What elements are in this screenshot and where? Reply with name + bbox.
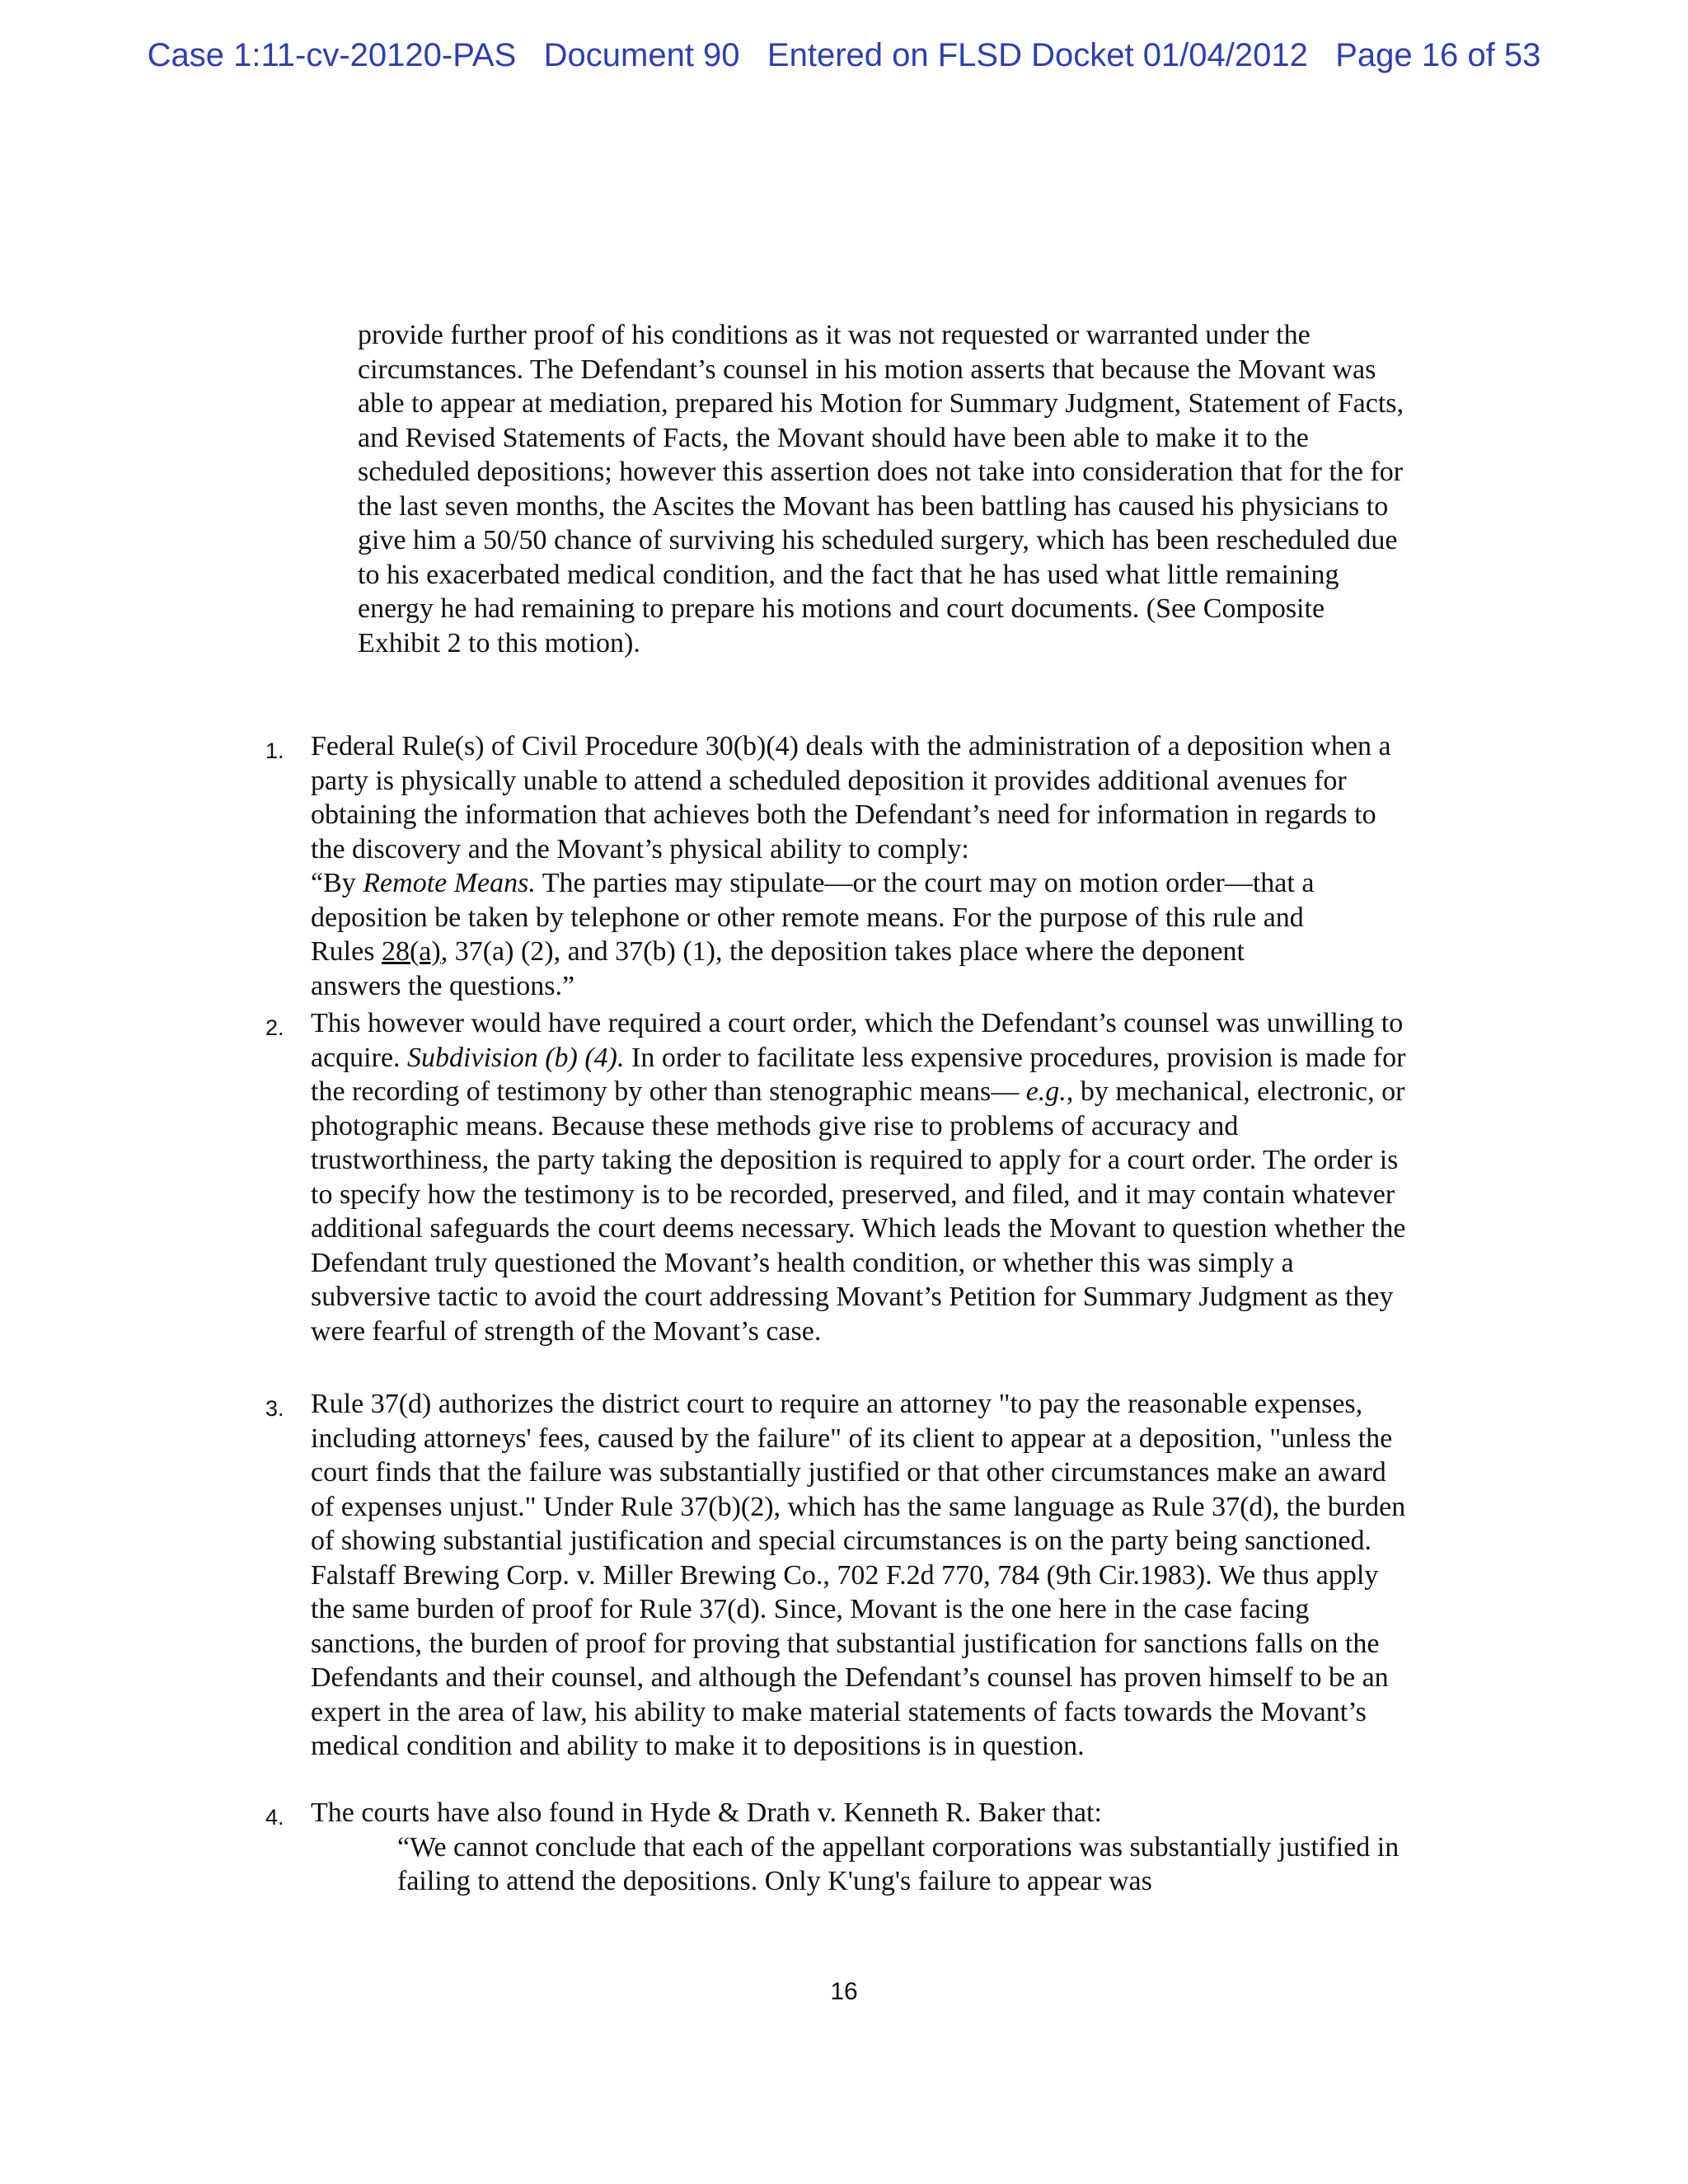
item-text-part: This however would have required a court order, which the Defendant’s counsel was unwilling to acquire. xyxy=(311,1008,1404,1073)
list-number: 4. xyxy=(265,1805,284,1830)
list-number: 2. xyxy=(265,1015,284,1040)
list-number: 3. xyxy=(265,1396,284,1421)
quote-text: The parties may stipulate—or the court may on motion order—that a deposition be taken by telephone or other remote means. For the purpose of this rule and Rules xyxy=(311,868,1315,967)
block-quote: “We cannot conclude that each of the appellant corporations was substantially justified in failing to attend the depositions. Only K'ung's failure to appear was xyxy=(397,1831,1400,1896)
item-italic: e.g. xyxy=(1025,1076,1067,1107)
docket-entry: Entered on FLSD Docket 01/04/2012 xyxy=(767,37,1308,73)
rule-link[interactable]: 28(a) xyxy=(381,936,441,967)
quote-italic: Remote Means. xyxy=(363,868,536,898)
list-number: 1. xyxy=(265,738,284,763)
quote-text: , 37(a) (2), and 37(b) (1), the deposition takes place where the deponent answers the questions.” xyxy=(311,936,1245,1001)
list-item-4 xyxy=(265,1796,1411,1899)
document-number: Document 90 xyxy=(543,37,740,73)
item-italic: Subdivision (b) (4). xyxy=(407,1042,625,1073)
block-quote xyxy=(311,866,1325,1003)
item-text-part: , by mechanical, electronic, or photographic means. Because these methods give rise to problems of accuracy and trustworthiness, the party taking the deposition is required to apply for a court order. The order is to specify how the testimony is to be recorded, preserved, and filed, and it may contain whatever additional safeguards the court deems necessary. Which leads the Movant to question whether the Defendant truly questioned the Movant’s health condition, or whether this was simply a subversive tactic to avoid the court addressing Movant’s Petition for Summary Judgment as they were fearful of strength of the Movant’s case. xyxy=(311,1076,1406,1347)
item-text: The courts have also found in Hyde & Drath v. Kenneth R. Baker that: xyxy=(311,1797,1102,1828)
intro-text: provide further proof of his conditions as it was not requested or warranted under the circumstances. The Defendant’s counsel in his motion asserts that because the Movant was able to appear at mediation, prepared his Motion for Summary Judgment, Statement of Facts, and Revised Statements of Facts, the Movant should have been able to make it to the scheduled depositions; however this assertion does not take into consideration that for the for the last seven months, the Ascites the Movant has been battling has caused his physicians to give him a 50/50 chance of surviving his scheduled surgery, which has been rescheduled due to his exacerbated medical condition, and the fact that he has used what little remaining energy he had remaining to prepare his motions and court documents. (See Composite Exhibit 2 to this motion). xyxy=(358,320,1404,658)
page-number: 16 xyxy=(830,1978,858,2005)
item-text xyxy=(311,1006,1411,1348)
list-item-2 xyxy=(265,1006,1411,1348)
item-text: Rule 37(d) authorizes the district court to require an attorney "to pay the reasonable expenses, including attorneys' fees, caused by the failure" of its client to appear at a deposition, "unless the court finds that the failure was substantially justified or that other circumstances make an award of expenses unjust." Under Rule 37(b)(2), which has the same language as Rule 37(d), the burden of showing substantial justification and special circumstances is on the party being sanctioned. Falstaff Brewing Corp. v. Miller Brewing Co., 702 F.2d 770, 784 (9th Cir.1983). We thus apply the same burden of proof for Rule 37(d). Since, Movant is the one here in the case facing sanctions, the burden of proof for proving that substantial justification for sanctions falls on the Defendants and their counsel, and although the Defendant’s counsel has proven himself to be an expert in the area of law, his ability to make material statements of facts towards the Movant’s medical condition and ability to make it to depositions is in question. xyxy=(311,1389,1406,1761)
docket-header xyxy=(0,37,1688,74)
list-item-3 xyxy=(265,1387,1411,1764)
case-number: Case 1:11-cv-20120-PAS xyxy=(147,37,517,73)
item-text: Federal Rule(s) of Civil Procedure 30(b)(4) deals with the administration of a deposition when a party is physically unable to attend a scheduled deposition it provides additional avenues for obtaining the information that achieves both the Defendant’s need for information in regards to the discovery and the Movant’s physical ability to comply: xyxy=(311,731,1391,865)
page-count: Page 16 of 53 xyxy=(1335,37,1541,73)
list-item-1 xyxy=(265,729,1411,1003)
item-text-part: In order to facilitate less expensive procedures, provision is made for the recording of testimony by other than stenographic means— xyxy=(311,1042,1406,1107)
quote-text: “By xyxy=(311,868,363,898)
intro-paragraph xyxy=(358,318,1404,660)
